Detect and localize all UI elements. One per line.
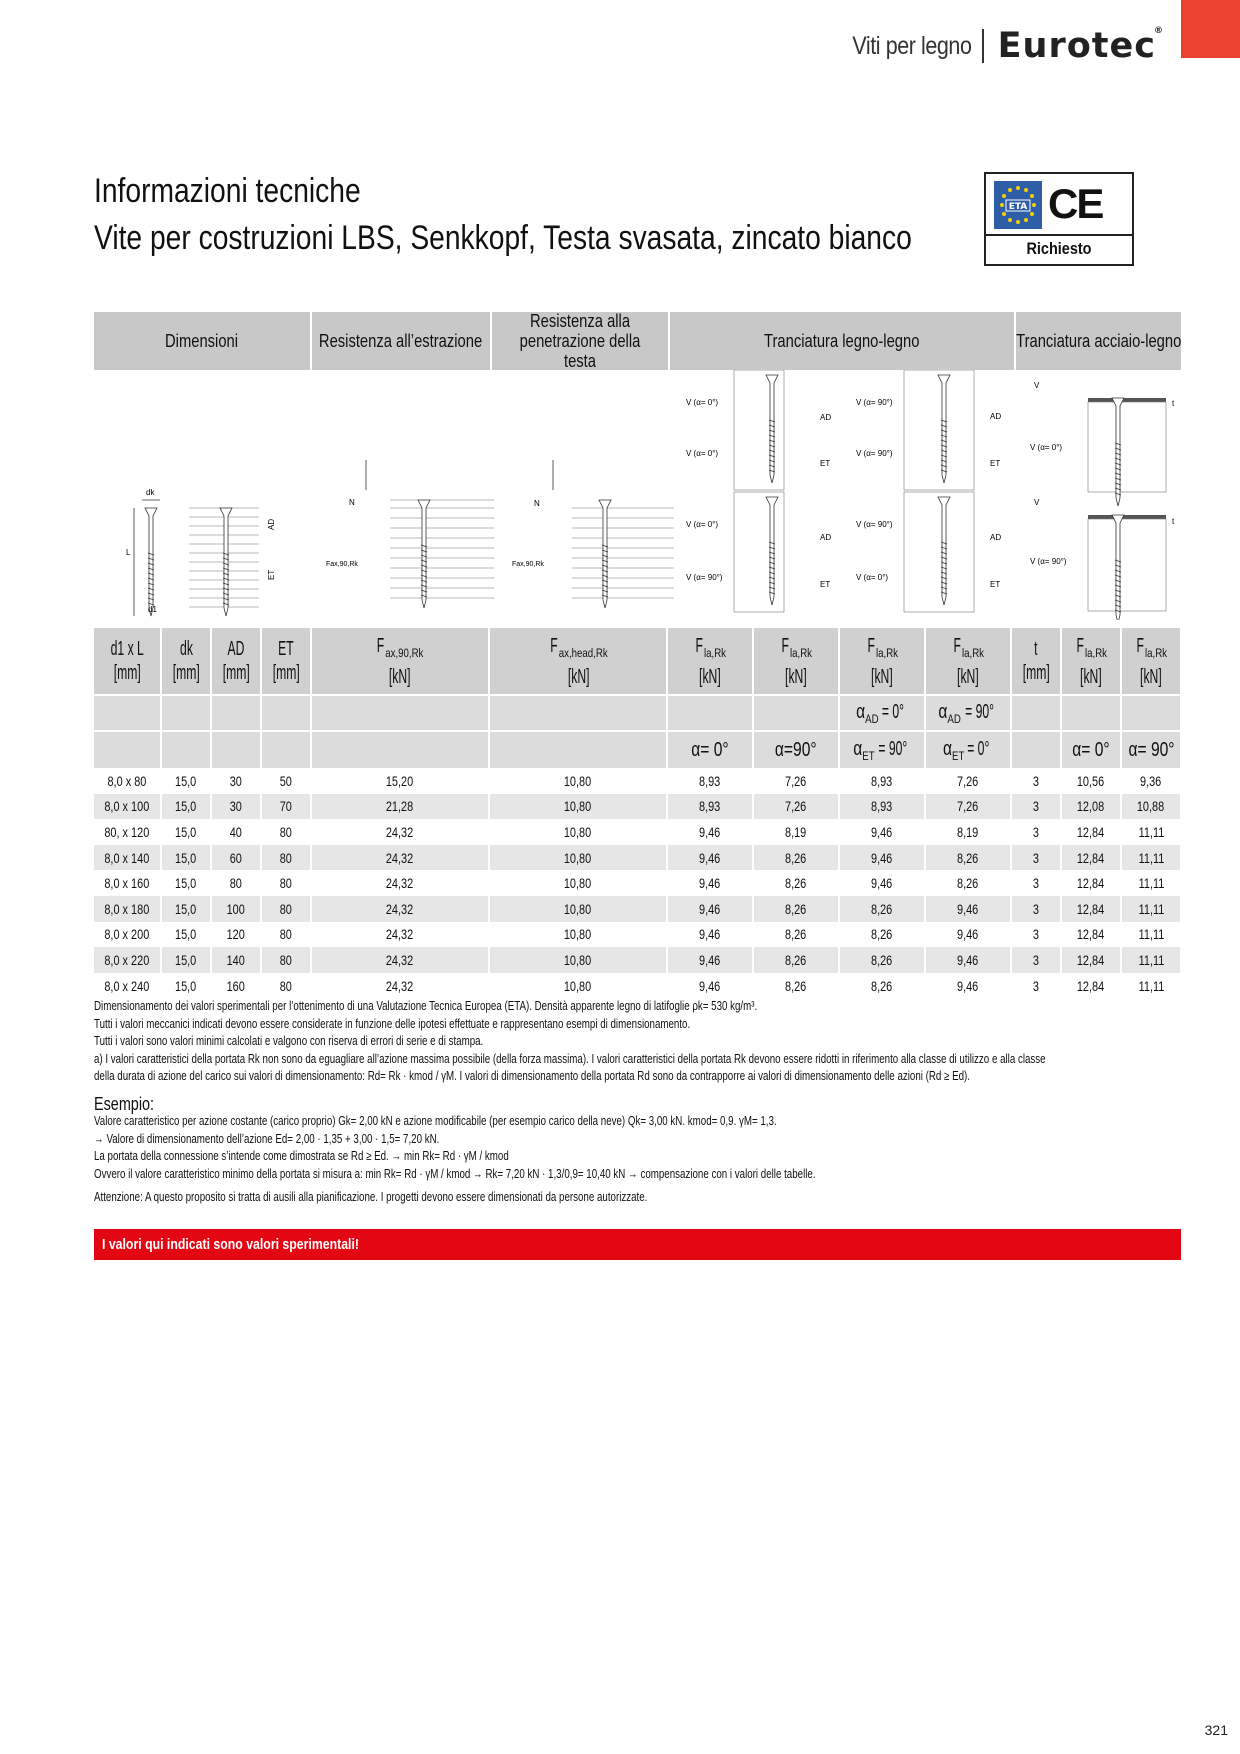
table-cell: 12,84 <box>1061 922 1121 948</box>
table-cell: 11,11 <box>1121 973 1181 999</box>
table-header-row <box>94 628 1181 695</box>
col-ad: AD [mm] <box>211 628 261 695</box>
table-cell: 8,0 x 180 <box>94 896 161 922</box>
table-cell: 24,32 <box>311 819 489 845</box>
table-cell: 3 <box>1011 845 1061 871</box>
table-cell: 10,80 <box>489 973 667 999</box>
col-d1xl: d1 x L [mm] <box>94 628 161 695</box>
table-cell: 8,26 <box>753 845 839 871</box>
table-cell: 15,0 <box>161 819 211 845</box>
table-cell: 15,0 <box>161 870 211 896</box>
attention-note: Attenzione: A questo proposito si tratta di ausili alla pianificazione. I progetti devono essere dimensionati da persone autorizzate. <box>94 1190 648 1204</box>
col-fhead: $F_{ax,head,Rk}$ [kN] <box>489 628 667 695</box>
table-cell: 80 <box>261 947 311 973</box>
table-cell: 3 <box>1011 794 1061 820</box>
table-cell: 8,26 <box>753 870 839 896</box>
table-cell: 120 <box>211 922 261 948</box>
table-cell: 11,11 <box>1121 819 1181 845</box>
table-cell: 8,93 <box>667 794 753 820</box>
table-cell: 7,26 <box>925 768 1011 794</box>
col-fla-steel-1: $F_{la,Rk}$ [kN] <box>1061 628 1121 695</box>
svg-text:L: L <box>126 548 131 557</box>
table-cell: 24,32 <box>311 973 489 999</box>
table-row <box>94 896 1181 922</box>
table-cell: 30 <box>211 794 261 820</box>
svg-text:N: N <box>349 498 355 507</box>
table-cell: 8,26 <box>839 922 925 948</box>
table-cell: 8,26 <box>839 947 925 973</box>
svg-text:d1: d1 <box>148 605 157 614</box>
table-row <box>94 819 1181 845</box>
table-cell: 8,93 <box>839 794 925 820</box>
wood-wood-drawings <box>686 370 1001 612</box>
table-cell: 9,46 <box>667 947 753 973</box>
table-cell: 80 <box>261 922 311 948</box>
table-cell: 12,84 <box>1061 947 1121 973</box>
table-cell: 12,08 <box>1061 794 1121 820</box>
table-cell: 3 <box>1011 870 1061 896</box>
svg-text:ET: ET <box>990 459 1001 468</box>
table-cell: 8,26 <box>753 896 839 922</box>
table-cell: 9,46 <box>925 947 1011 973</box>
table-cell: 9,46 <box>667 922 753 948</box>
table-cell: 11,11 <box>1121 845 1181 871</box>
table-cell: 60 <box>211 845 261 871</box>
table-cell: 15,20 <box>311 768 489 794</box>
table-cell: 10,80 <box>489 947 667 973</box>
table-cell: 9,46 <box>667 845 753 871</box>
table-cell: 80 <box>261 896 311 922</box>
table-cell: 11,11 <box>1121 870 1181 896</box>
table-cell: 8,26 <box>839 896 925 922</box>
table-cell: 9,46 <box>667 870 753 896</box>
table-row <box>94 973 1181 999</box>
svg-text:ET: ET <box>820 459 831 468</box>
values-table <box>94 628 1182 998</box>
table-cell: 8,26 <box>925 845 1011 871</box>
table-cell: 15,0 <box>161 947 211 973</box>
col-dk: dk [mm] <box>161 628 211 695</box>
table-cell: 9,46 <box>839 845 925 871</box>
table-cell: 7,26 <box>753 794 839 820</box>
table-cell: 160 <box>211 973 261 999</box>
table-cell: 24,32 <box>311 870 489 896</box>
table-cell: 10,80 <box>489 794 667 820</box>
table-cell: 8,19 <box>925 819 1011 845</box>
group-dimensions: Dimensioni <box>94 312 310 370</box>
warning-banner: I valori qui indicati sono valori sperimentali! <box>94 1229 1181 1260</box>
svg-text:AD: AD <box>990 412 1002 421</box>
table-cell: 10,56 <box>1061 768 1121 794</box>
head-pull-drawing <box>512 460 674 608</box>
svg-text:V (α= 0°): V (α= 0°) <box>686 520 719 529</box>
table-cell: 10,80 <box>489 896 667 922</box>
table-cell: 9,36 <box>1121 768 1181 794</box>
table-cell: 12,84 <box>1061 845 1121 871</box>
table-cell: 3 <box>1011 922 1061 948</box>
approval-badge <box>984 172 1134 266</box>
table-cell: 80 <box>261 819 311 845</box>
screw-dimension-drawing <box>126 488 276 616</box>
table-cell: 80 <box>261 845 311 871</box>
svg-text:V (α= 0°): V (α= 0°) <box>686 398 719 407</box>
table-cell: 9,46 <box>667 973 753 999</box>
table-cell: 15,0 <box>161 794 211 820</box>
svg-text:t: t <box>1172 517 1175 526</box>
table-cell: 15,0 <box>161 973 211 999</box>
table-subheader-alpha: α= 0° α=90° $\alpha_{ET} = 90^\circ$ $\alpha_{ET} = 0^\circ$ α= 0° α= 90° <box>94 731 1181 768</box>
table-cell: 15,0 <box>161 768 211 794</box>
table-cell: 9,46 <box>925 896 1011 922</box>
svg-text:V: V <box>1034 498 1040 507</box>
header-divider <box>982 29 984 63</box>
table-cell: 15,0 <box>161 845 211 871</box>
col-fla-steel-2: $F_{la,Rk}$ [kN] <box>1121 628 1181 695</box>
svg-text:V (α= 0°): V (α= 0°) <box>1030 443 1063 452</box>
table-cell: 8,26 <box>925 870 1011 896</box>
svg-text:V: V <box>1034 381 1040 390</box>
corner-tab <box>1181 0 1240 58</box>
table-cell: 140 <box>211 947 261 973</box>
steel-wood-drawings <box>1030 381 1175 620</box>
col-fla-2: $F_{la,Rk}$ [kN] <box>753 628 839 695</box>
table-cell: 10,88 <box>1121 794 1181 820</box>
table-cell: 24,32 <box>311 922 489 948</box>
table-row <box>94 947 1181 973</box>
table-cell: 3 <box>1011 896 1061 922</box>
table-cell: 80, x 120 <box>94 819 161 845</box>
table-row <box>94 768 1181 794</box>
technical-diagrams <box>94 370 1181 620</box>
col-fax: $F_{ax,90,Rk}$ [kN] <box>311 628 489 695</box>
table-cell: 80 <box>261 973 311 999</box>
svg-text:AD: AD <box>820 413 832 422</box>
table-cell: 8,0 x 200 <box>94 922 161 948</box>
page-header <box>833 26 1164 66</box>
table-subheader-ad: $\alpha_{AD} = 0^\circ$ $\alpha_{AD} = 90^\circ$ <box>94 695 1181 731</box>
example-heading: Esempio: <box>94 1093 155 1114</box>
col-fla-4: $F_{la,Rk}$ [kN] <box>925 628 1011 695</box>
table-cell: 30 <box>211 768 261 794</box>
table-cell: 3 <box>1011 947 1061 973</box>
table-cell: 8,26 <box>839 973 925 999</box>
table-cell: 7,26 <box>753 768 839 794</box>
table-cell: 80 <box>211 870 261 896</box>
table-cell: 10,80 <box>489 845 667 871</box>
table-cell: 9,46 <box>667 819 753 845</box>
table-cell: 8,0 x 100 <box>94 794 161 820</box>
table-cell: 50 <box>261 768 311 794</box>
svg-text:AD: AD <box>990 533 1002 542</box>
svg-text:N: N <box>534 499 540 508</box>
svg-text:V (α= 90°): V (α= 90°) <box>856 398 893 407</box>
table-cell: 8,0 x 80 <box>94 768 161 794</box>
table-cell: 3 <box>1011 973 1061 999</box>
svg-text:V (α= 90°): V (α= 90°) <box>1030 557 1067 566</box>
table-cell: 3 <box>1011 819 1061 845</box>
table-cell: 9,46 <box>839 819 925 845</box>
table-cell: 24,32 <box>311 947 489 973</box>
col-t: t [mm] <box>1011 628 1061 695</box>
group-wood-wood: Tranciatura legno-legno <box>670 312 1014 370</box>
svg-text:V (α= 90°): V (α= 90°) <box>856 520 893 529</box>
table-cell: 11,11 <box>1121 947 1181 973</box>
table-cell: 8,26 <box>753 922 839 948</box>
table-cell: 11,11 <box>1121 896 1181 922</box>
table-cell: 8,0 x 220 <box>94 947 161 973</box>
table-cell: 8,26 <box>753 973 839 999</box>
svg-text:AD: AD <box>820 533 832 542</box>
table-cell: 10,80 <box>489 819 667 845</box>
table-cell: 12,84 <box>1061 896 1121 922</box>
table-cell: 80 <box>261 870 311 896</box>
table-cell: 7,26 <box>925 794 1011 820</box>
svg-text:V (α= 90°): V (α= 90°) <box>686 573 723 582</box>
table-cell: 9,46 <box>839 870 925 896</box>
table-cell: 21,28 <box>311 794 489 820</box>
table-cell: 8,0 x 240 <box>94 973 161 999</box>
group-steel-wood: Tranciatura acciaio-legno <box>1016 312 1181 370</box>
table-cell: 24,32 <box>311 845 489 871</box>
badge-label: Richiesto <box>1026 239 1092 258</box>
table-cell: 15,0 <box>161 922 211 948</box>
table-row <box>94 794 1181 820</box>
table-cell: 8,0 x 160 <box>94 870 161 896</box>
section-title: Viti per legno <box>852 31 972 60</box>
svg-text:ET: ET <box>990 580 1001 589</box>
table-cell: 3 <box>1011 768 1061 794</box>
table-cell: 8,0 x 140 <box>94 845 161 871</box>
table-cell: 11,11 <box>1121 922 1181 948</box>
table-cell: 10,80 <box>489 922 667 948</box>
svg-text:t: t <box>1172 399 1175 408</box>
table-cell: 8,26 <box>753 947 839 973</box>
svg-text:dk: dk <box>146 488 155 497</box>
table-row <box>94 870 1181 896</box>
table-row <box>94 845 1181 871</box>
group-withdrawal: Resistenza all’estrazione <box>312 312 490 370</box>
col-et: ET [mm] <box>261 628 311 695</box>
page-title: Informazioni tecniche Vite per costruzioni LBS, Senkkopf, Testa svasata, zincato bianco <box>94 172 912 257</box>
table-cell: 100 <box>211 896 261 922</box>
svg-text:Fax,90,Rk: Fax,90,Rk <box>326 561 358 568</box>
svg-text:Fax,90,Rk: Fax,90,Rk <box>512 561 544 568</box>
svg-text:ETA: ETA <box>1008 202 1028 212</box>
table-cell: 9,46 <box>667 896 753 922</box>
table-cell: 8,93 <box>839 768 925 794</box>
table-cell: 40 <box>211 819 261 845</box>
table-cell: 12,84 <box>1061 973 1121 999</box>
col-fla-3: $F_{la,Rk}$ [kN] <box>839 628 925 695</box>
table-cell: 24,32 <box>311 896 489 922</box>
table-cell: 70 <box>261 794 311 820</box>
svg-text:AD: AD <box>267 518 276 530</box>
table-row <box>94 922 1181 948</box>
notes: Dimensionamento dei valori sperimentali per l’ottenimento di una Valutazione Tecnica Europea (ETA). Densità apparente legno di latifoglie ρk= 530 kg/m³. Tutti i valori meccanici indicati devono essere considerate in funzione delle ipotesi effettuate e rappresentano esempi di dimensionamento. Tutti i valori sono valori minimi calcolati e valgono con riserva di errori di serie e di stampa. a) I valori caratteristici della portata Rk non sono da eguagliare all’azione massima possibile (della forza massima). I valori caratteristici della portata Rk devono essere ridotti in riferimento alla classe di utilizzo e alla classe della durata di azione del carico sui valori di dimensionamento: Rd= Rk · kmod / γM. I valori di dimensionamento della portata Rd sono da contrapporre ai valori di dimensionamento delle azioni (Rd ≥ Ed). Esempio: Valore caratteristico per azione costante (carico proprio) Gk= 2,00 kN e azione modificabile (per esempio carico della neve) Qk= 3,00 kN. kmod= 0,9. γM= 1,3. → Valore di dimensionamento dell’azione Ed= 2,00 · 1,35 + 3,00 · 1,5= 7,20 kN. La portata della connessione s’intende come dimostrata se Rd ≥ Ed. → min Rk= Rd · γM / kmod Ovvero il valore caratteristico minimo della portata si misura a: min Rk= Rd · γM / kmod → Rk= 7,20 kN · 1,3/0,9= 10,40 kN → compensazione con i valori delle tabelle. Attenzione: A questo proposito si tratta di ausili alla pianificazione. I progetti devono essere dimensionati da persone autorizzate. <box>94 998 1184 1207</box>
table-cell: 9,46 <box>925 973 1011 999</box>
svg-text:V (α= 0°): V (α= 0°) <box>856 573 889 582</box>
table-cell: 12,84 <box>1061 819 1121 845</box>
svg-text:ET: ET <box>820 580 831 589</box>
svg-text:V (α= 90°): V (α= 90°) <box>856 449 893 458</box>
withdrawal-drawing <box>326 460 494 608</box>
table-cell: 8,19 <box>753 819 839 845</box>
table-cell: 9,46 <box>925 922 1011 948</box>
page-number: 321 <box>1204 1722 1228 1738</box>
table-cell: 10,80 <box>489 870 667 896</box>
table-cell: 10,80 <box>489 768 667 794</box>
ce-mark: CE <box>1048 180 1103 227</box>
brand-logo: Eurotec ® <box>997 26 1164 66</box>
table-cell: 8,93 <box>667 768 753 794</box>
eta-icon <box>994 181 1042 229</box>
svg-text:ET: ET <box>267 569 276 580</box>
table-cell: 15,0 <box>161 896 211 922</box>
table-cell: 12,84 <box>1061 870 1121 896</box>
group-head-pull: Resistenza alla penetrazione della testa <box>492 312 668 370</box>
col-fla-1: $F_{la,Rk}$ [kN] <box>667 628 753 695</box>
svg-text:V (α= 0°): V (α= 0°) <box>686 449 719 458</box>
